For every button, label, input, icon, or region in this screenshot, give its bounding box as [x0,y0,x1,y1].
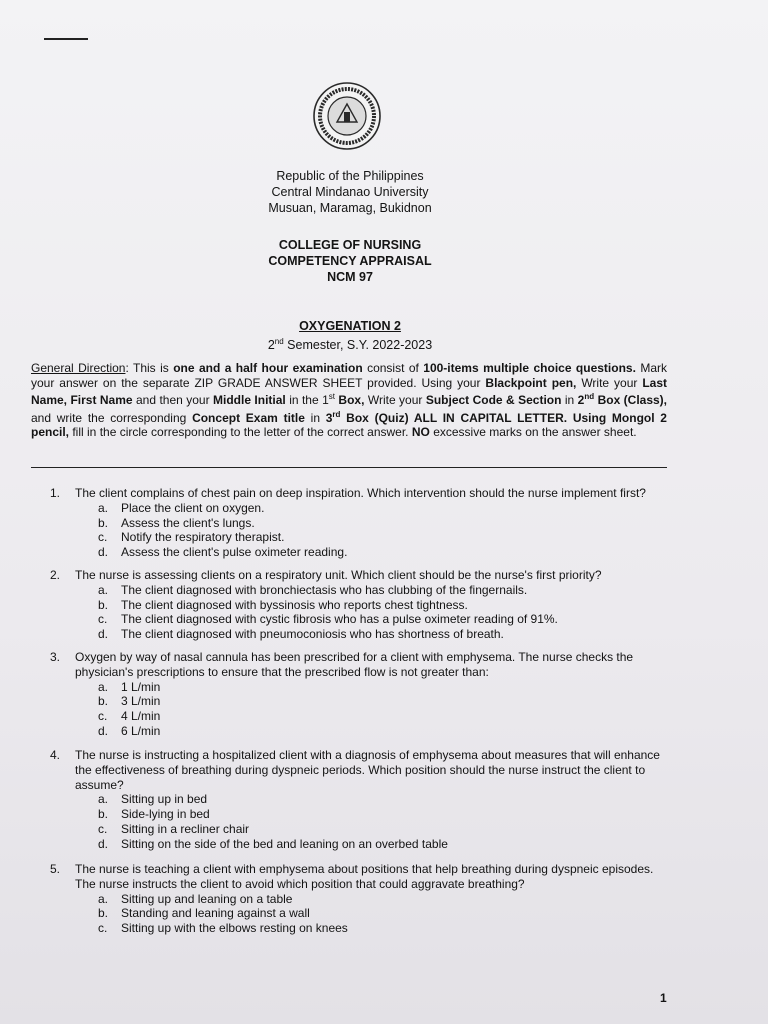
university-seal-icon [313,82,381,150]
answer-option [98,709,665,724]
option-letter: b. [98,597,109,612]
question-item [50,650,665,739]
question-stem: Oxygen by way of nasal cannula has been prescribed for a client with emphysema. The nurse checks the physician's prescriptions to ensure that the prescribed flow is not greater than: [75,650,634,679]
option-text: 3 L/min [121,694,161,709]
question-stem: The nurse is assessing clients on a respiratory unit. Which client should be the nurse's first priority? [75,568,602,582]
general-direction: General Direction: This is one and a half hour examination consist of 100-items multiple choice questions. Mark your answer on the separate ZIP GRADE ANSWER SHEET provided. Using your Blackpoint pen, Write your Last Name, First Name and then your Middle Initial in the 1st Box, Write your Subject Code & Section in 2nd Box (Class), and write the corresponding Concept Exam title in 3rd Box (Quiz) ALL IN CAPITAL LETTER. Using Mongol 2 pencil, fill in the circle corresponding to the letter of the correct answer. NO excessive marks on the answer sheet. [31,361,668,440]
course-code: NCM 97 [327,270,373,284]
option-text: The client diagnosed with bronchiectasis who has clubbing of the fingernails. [121,582,528,597]
option-letter: a. [98,792,109,807]
option-letter: d. [98,836,109,851]
option-letter: c. [98,612,108,627]
answer-option [98,545,665,560]
option-text: Sitting up in bed [121,792,208,807]
option-letter: c. [98,709,108,724]
answer-option [98,792,665,807]
answer-option [98,612,665,627]
question-item [50,568,665,642]
institution-block [200,168,500,216]
option-text: The client diagnosed with byssinosis who reports chest tightness. [121,597,468,612]
option-letter: b. [98,515,109,530]
semester-line: 2nd Semester, S.Y. 2022-2023 [267,337,433,353]
answer-option [98,583,665,598]
page-number: 1 [660,991,667,1005]
option-letter: b. [98,906,109,921]
option-text: 4 L/min [121,709,161,724]
option-letter: c. [98,821,108,836]
question-item [50,862,665,936]
option-text: The client diagnosed with pneumoconiosis who has shortness of breath. [121,627,504,642]
option-letter: c. [98,921,108,936]
corner-dash-mark [44,38,88,40]
question-item [50,486,665,560]
college-block [200,237,500,285]
option-text: The client diagnosed with cystic fibrosis who has a pulse oximeter reading of 91%. [121,612,558,627]
question-stem: The nurse is instructing a hospitalized client with a diagnosis of emphysema about measures that will enhance the effectiveness of breathing during dyspneic periods. Which position should the nurse instruct the client to assume? [75,748,660,792]
address-line: Musuan, Maramag, Bukidnon [268,201,432,215]
answer-option [98,807,665,822]
republic-line: Republic of the Philippines [276,169,424,183]
option-letter: c. [98,530,108,545]
university-line: Central Mindanao University [271,185,429,199]
answer-option [98,724,665,739]
option-text: Side-lying in bed [121,807,210,822]
option-letter: d. [98,723,109,738]
question-number: 3. [50,650,61,664]
question-number: 5. [50,862,61,876]
option-text: 6 L/min [121,723,161,738]
option-letter: b. [98,694,109,709]
option-text: Sitting on the side of the bed and leaning on an overbed table [121,836,448,851]
answer-option [98,516,665,531]
section-divider [31,467,667,468]
option-text: Standing and leaning against a wall [121,906,310,921]
answer-option [98,822,665,837]
option-letter: d. [98,545,109,560]
option-text: Sitting up and leaning on a table [121,891,293,906]
option-letter: d. [98,627,109,642]
option-letter: a. [98,891,109,906]
answer-option [98,627,665,642]
option-letter: b. [98,807,109,822]
answer-option [98,694,665,709]
option-text: Assess the client's pulse oximeter reading. [121,545,348,560]
option-text: Assess the client's lungs. [121,515,255,530]
exam-title-block [200,318,500,353]
answer-option [98,530,665,545]
option-text: Notify the respiratory therapist. [121,530,285,545]
answer-option [98,837,665,852]
answer-option [98,680,665,695]
answer-option [98,598,665,613]
answer-option [98,892,665,907]
option-text: 1 L/min [121,679,161,694]
option-text: Sitting up with the elbows resting on knees [121,921,348,936]
option-text: Place the client on oxygen. [121,500,265,515]
question-number: 4. [50,748,61,762]
question-number: 2. [50,568,61,582]
option-letter: a. [98,500,109,515]
exam-title: OXYGENATION 2 [299,319,401,333]
college-name: COLLEGE OF NURSING [278,238,422,252]
answer-option [98,501,665,516]
answer-option [98,906,665,921]
question-stem: The nurse is teaching a client with emphysema about positions that help breathing during dyspneic episodes. The nurse instructs the client to avoid which position that could aggravate breathing? [75,862,654,891]
question-item [50,748,665,852]
appraisal-title: COMPETENCY APPRAISAL [268,254,432,268]
option-letter: a. [98,679,109,694]
question-number: 1. [50,486,61,500]
answer-option [98,921,665,936]
question-stem: The client complains of chest pain on deep inspiration. Which intervention should the nurse implement first? [75,486,646,500]
option-letter: a. [98,582,109,597]
option-text: Sitting in a recliner chair [121,821,250,836]
